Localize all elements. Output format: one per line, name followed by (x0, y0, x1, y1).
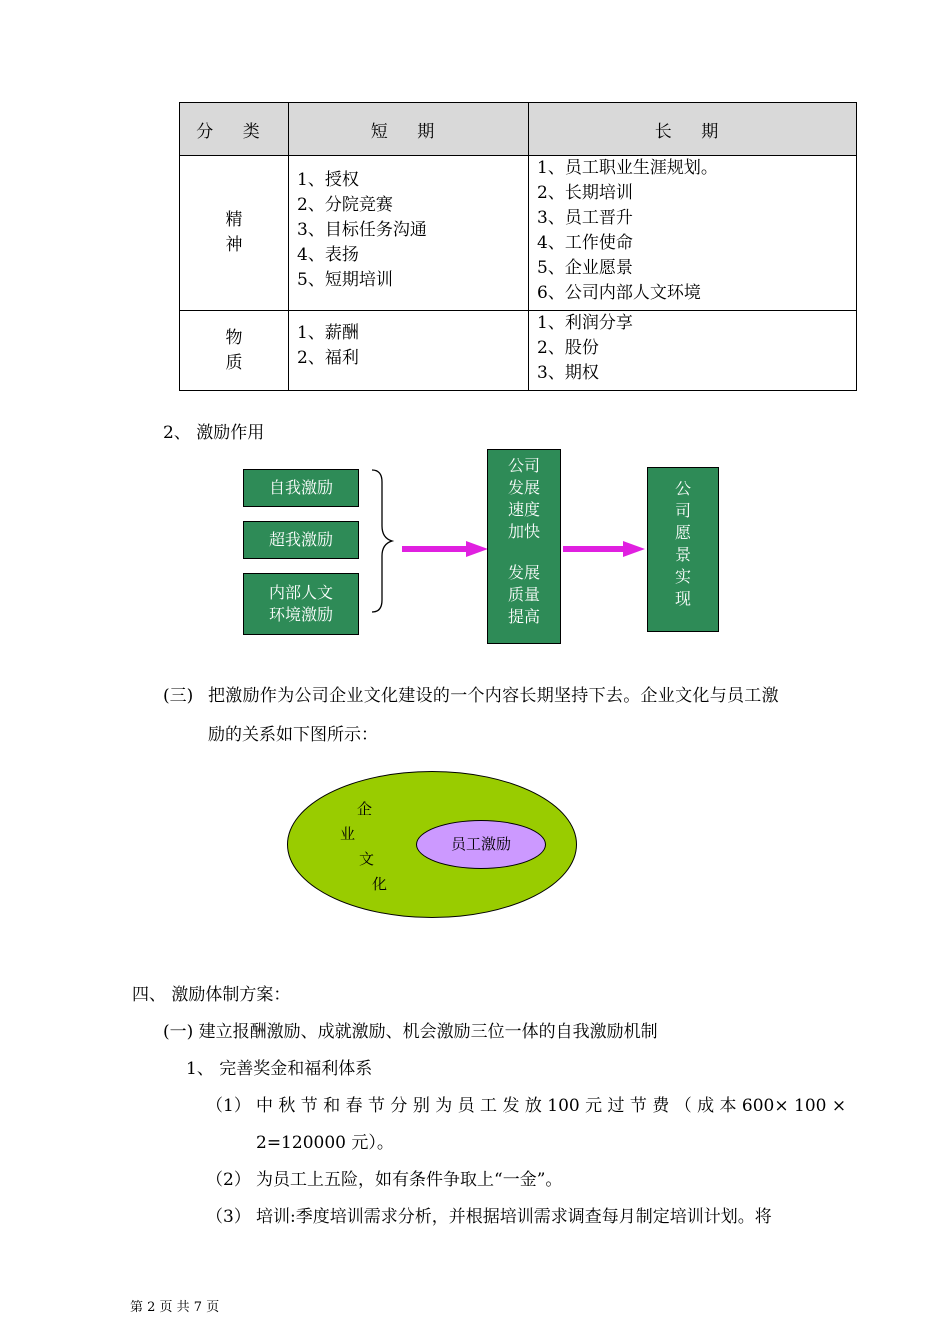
category-char: 精 (225, 210, 243, 230)
ellipse-char: 业 (340, 825, 356, 843)
category-char: 质 (225, 352, 243, 373)
box-line: 发展 (507, 563, 540, 582)
company-development-box (487, 449, 561, 644)
self-incentive-box: 自我激励 (243, 469, 359, 507)
subsection-heading: (一) 建立报酬激励、成就激励、机会激励三位一体的自我激励机制 (163, 1022, 658, 1042)
point-label: （3） (206, 1207, 251, 1227)
ellipse-char: 企 (357, 800, 373, 818)
list-item: 1、员工职业生涯规划。 (537, 158, 718, 178)
vision-realized-box (647, 467, 719, 632)
box-line: 提高 (507, 607, 540, 626)
incentive-category-table (179, 102, 857, 391)
box-line: 现 (674, 589, 691, 608)
list-item: 4、工作使命 (537, 233, 633, 253)
list-item: 2、股份 (537, 338, 599, 358)
box-line: 公 (674, 479, 691, 498)
list-item: 3、员工晋升 (537, 208, 633, 228)
super-self-incentive-box: 超我激励 (243, 521, 359, 559)
long-term-cell (529, 311, 857, 391)
list-item: 6、公司内部人文环境 (537, 283, 701, 303)
list-item: 5、短期培训 (297, 270, 393, 290)
table-row (180, 311, 857, 391)
short-term-cell (289, 311, 529, 391)
box-line: 环境激励 (268, 605, 333, 624)
category-cell (180, 311, 289, 391)
section-label: (三) (163, 686, 194, 706)
paragraph-line: 2=120000 元）。 (256, 1133, 394, 1153)
employee-incentive-ellipse: 员工激励 (416, 820, 546, 869)
arrow-shaft (402, 546, 472, 552)
list-item: 1、利润分享 (537, 313, 633, 333)
header-category: 分 类 (180, 103, 289, 156)
paragraph-line: 培训:季度培训需求分析，并根据培训需求调查每月制定培训计划。将 (256, 1207, 772, 1227)
box-line: 司 (674, 501, 691, 520)
ellipse-char: 文 (359, 850, 375, 868)
curly-brace (368, 468, 398, 614)
table-header-row (180, 103, 857, 156)
paragraph-line: 把激励作为公司企业文化建设的一个内容长期坚持下去。企业文化与员工激 (208, 686, 779, 706)
list-item: 2、长期培训 (537, 183, 633, 203)
list-item: 1、授权 (297, 170, 359, 190)
category-cell (180, 156, 289, 311)
paragraph-line: 为员工上五险，如有条件争取上“一金”。 (256, 1170, 563, 1190)
long-term-cell (529, 156, 857, 311)
arrow-shaft (563, 546, 627, 552)
box-line: 质量 (507, 585, 540, 604)
list-item: 3、目标任务沟通 (297, 220, 427, 240)
list-item: 4、表扬 (297, 245, 359, 265)
box-line: 速度 (507, 500, 540, 519)
box-line: 内部人文 (268, 583, 333, 602)
ellipse-char: 化 (372, 875, 388, 893)
header-long-term: 长 期 (529, 103, 857, 156)
box-line: 景 (674, 545, 691, 564)
arrow-right-icon (466, 541, 488, 557)
paragraph-line: 中 秋 节 和 春 节 分 别 为 员 工 发 放 100 元 过 节 费 （ 成 本 600× 100 × (256, 1096, 847, 1116)
list-item: 2、福利 (297, 348, 359, 368)
point-label: （1） (206, 1096, 251, 1116)
table-row (180, 156, 857, 311)
box-spacer (488, 543, 560, 562)
box-line: 加快 (507, 522, 540, 541)
box-line: 发展 (507, 478, 540, 497)
list-item: 2、分院竞赛 (297, 195, 393, 215)
paragraph-line: 励的关系如下图所示： (208, 725, 378, 745)
short-term-cell (289, 156, 529, 311)
header-short-term: 短 期 (289, 103, 529, 156)
category-char: 物 (225, 327, 243, 348)
list-item: 3、期权 (537, 363, 599, 383)
item-heading: 1、 完善奖金和福利体系 (186, 1059, 373, 1079)
page-footer: 第 2 页 共 7 页 (130, 1300, 220, 1315)
section-heading: 2、 激励作用 (163, 423, 265, 443)
internal-culture-incentive-box (243, 573, 359, 635)
list-item: 5、企业愿景 (537, 258, 633, 278)
arrow-right-icon (623, 541, 645, 557)
category-char: 神 (225, 235, 243, 255)
box-line: 实 (674, 567, 691, 586)
box-line: 愿 (674, 523, 691, 542)
box-line: 公司 (507, 456, 540, 475)
section-heading: 四、 激励体制方案： (132, 985, 291, 1005)
point-label: （2） (206, 1170, 251, 1190)
list-item: 1、薪酬 (297, 323, 359, 343)
